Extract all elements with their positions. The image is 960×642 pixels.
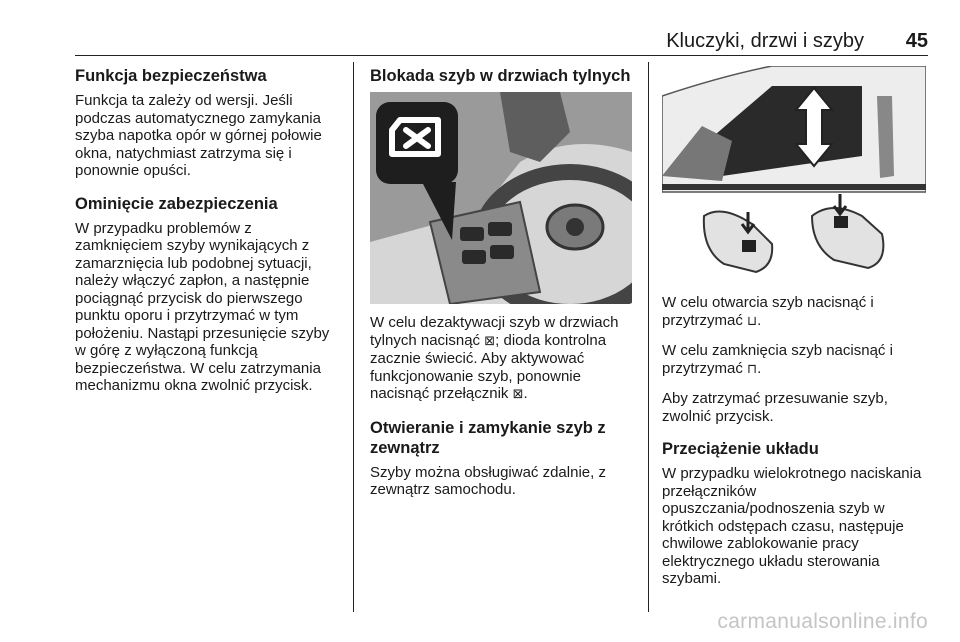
heading-system-overload: Przeciążenie układu	[662, 440, 819, 458]
paragraph-open-windows: W celu otwarcia szyb nacisnąć i przytrzymać ⊔.	[662, 294, 874, 329]
unlock-icon: ⊔	[747, 313, 758, 329]
paragraph-rear-window-lock: W celu dezaktywacji szyb w drzwiach tylnych nacisnąć ⊠; dioda kontrolna zacznie świecić. Aby aktywować funkcjonowanie szyb, ponownie nacisnąć przełącznik ⊠.	[370, 314, 619, 402]
paragraph-close-windows: W celu zamknięcia szyb nacisnąć i przytrzymać ⊓.	[662, 342, 893, 377]
column-2	[370, 66, 636, 511]
header-rule	[75, 55, 928, 56]
key-fob-left-icon	[704, 212, 772, 273]
column-3	[662, 66, 930, 600]
window-lock-icon: ⊠	[484, 333, 496, 349]
heading-safety-function: Funkcja bezpieczeństwa	[75, 67, 267, 85]
page-header	[75, 30, 928, 52]
page-number: 45	[905, 30, 928, 52]
heading-rear-window-lock: Blokada szyb w drzwiach tylnych	[370, 67, 631, 85]
paragraph-bypass: W przypadku problemów z zamknięciem szyby wynikających z zamarznięcia lub podobnej sytuacji, należy włączyć zapłon, a następnie pociągnąć przycisk do pierwszego punktu oporu i przytrzymać w tym położeniu. Nastąpi przesunięcie szyby w górę z wyłączoną funkcją bezpieczeństwa. W celu zatrzymania mechanizmu okna zwolnić przycisk.	[75, 219, 330, 394]
paragraph-remote-operation: Szyby można obsługiwać zdalnie, z zewnątrz samochodu.	[370, 463, 606, 498]
chapter-title: Kluczyki, drzwi i szyby	[666, 30, 864, 52]
window-lock-icon: ⊠	[512, 387, 524, 402]
key-fob-right-icon	[812, 194, 883, 268]
watermark: carmanualsonline.info	[717, 610, 928, 633]
column-divider-2	[648, 62, 649, 612]
column-divider-1	[353, 62, 354, 612]
paragraph-stop-windows: Aby zatrzymać przesuwanie szyb, zwolnić przycisk.	[662, 390, 888, 425]
heading-remote-operation: Otwieranie i zamykanie szyb z zewnątrz	[370, 418, 606, 457]
lock-icon: ⊓	[747, 361, 758, 377]
rear-window-lock-illustration	[370, 92, 632, 304]
paragraph-safety-function: Funkcja ta zależy od wersji. Jeśli podczas automatycznego zamykania szyba napotka opór w górnej połowie okna, natychmiast zatrzyma się i ponownie opuści.	[75, 92, 322, 179]
heading-bypass: Ominięcie zabezpieczenia	[75, 194, 278, 213]
remote-window-illustration	[662, 66, 926, 286]
paragraph-system-overload: W przypadku wielokrotnego naciskania przełączników opuszczania/podnoszenia szyb w krótkich odstępach czasu, następuje chwilowe zablokowanie pracy elektrycznego układu sterowania szybami.	[662, 465, 922, 587]
column-1	[75, 66, 343, 407]
